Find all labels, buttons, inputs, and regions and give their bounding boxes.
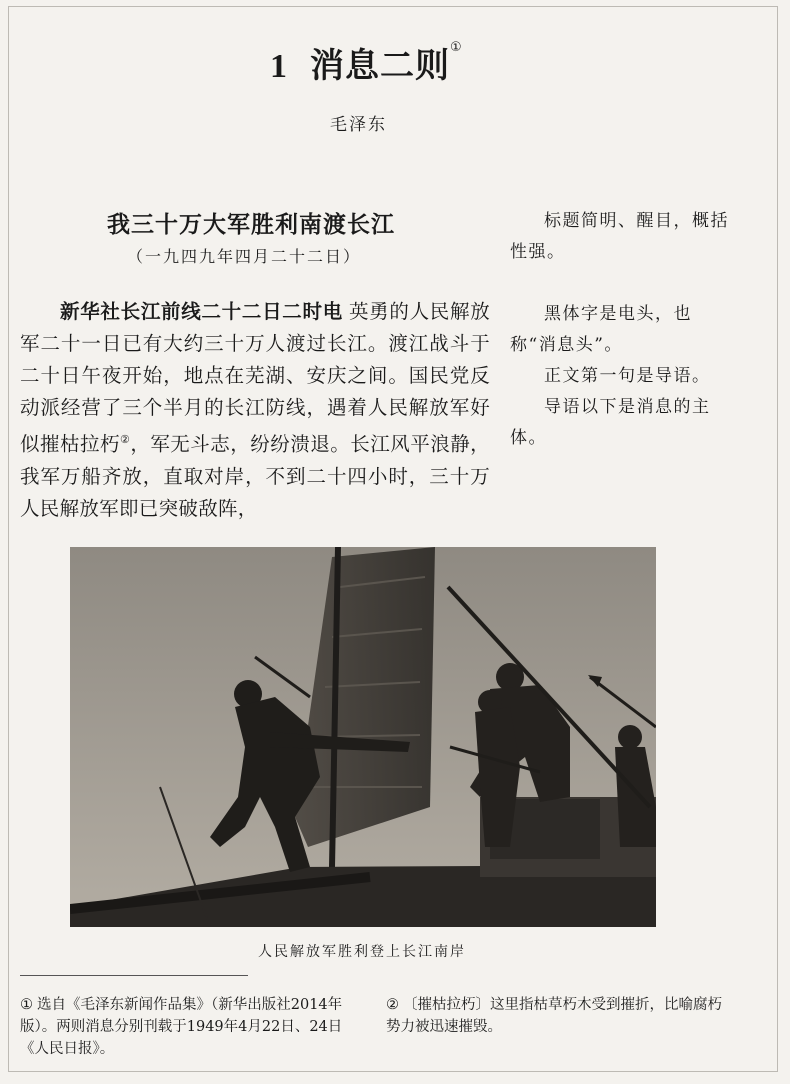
margin-note: 标题简明、醒目，概括性强。 — [510, 211, 729, 262]
photo-caption: 人民解放军胜利登上长江南岸 — [258, 944, 466, 960]
lesson-number: 1 — [270, 48, 288, 85]
photo-soldiers-landing — [70, 547, 656, 927]
margin-notes — [510, 206, 730, 454]
lesson-title — [270, 38, 463, 87]
body-footnote-ref[interactable]: ② — [119, 433, 131, 446]
footnote-marker: ① — [20, 997, 33, 1013]
news-body-part2: ，军无斗志，纷纷溃退。长江风平浪静，我军万船齐放，直取对岸，不到二十四小时，三十万人民解放军即已突破敌阵， — [20, 432, 490, 520]
photo-illustration — [70, 547, 656, 927]
footnote-1 — [20, 994, 350, 1060]
news-body — [20, 296, 490, 525]
news-date: （一九四九年四月二十二日） — [127, 247, 362, 266]
footnote-2 — [386, 994, 726, 1038]
lesson-title-text: 消息二则 — [310, 46, 450, 86]
news-headline: 我三十万大军胜利南渡长江 — [107, 212, 395, 238]
margin-note: 正文第一句是导语。 — [544, 366, 711, 386]
author: 毛泽东 — [330, 115, 387, 135]
margin-note: 黑体字是电头，也称“消息头”。 — [510, 304, 692, 355]
footnote-text: 〔摧枯拉朽〕这里指枯草朽木受到摧折，比喻腐朽势力被迅速摧毁。 — [386, 997, 722, 1035]
footnote-divider — [20, 975, 248, 976]
news-dateline: 新华社长江前线二十二日二时电 — [60, 300, 343, 323]
margin-note: 导语以下是消息的主体。 — [510, 397, 711, 448]
news-body-part1: 英勇的人民解放军二十一日已有大约三十万人渡过长江。渡江战斗于二十日午夜开始，地点在芜湖、安庆之间。国民党反动派经营了三个半月的长江防线，遇着人民解放军好似摧枯拉朽 — [20, 300, 490, 456]
title-footnote-ref[interactable]: ① — [450, 40, 463, 55]
footnote-marker: ② — [386, 997, 399, 1013]
footnote-text: 选自《毛泽东新闻作品集》（新华出版社2014年版）。两则消息分别刊载于1949年4月22日、24日《人民日报》。 — [20, 997, 343, 1057]
